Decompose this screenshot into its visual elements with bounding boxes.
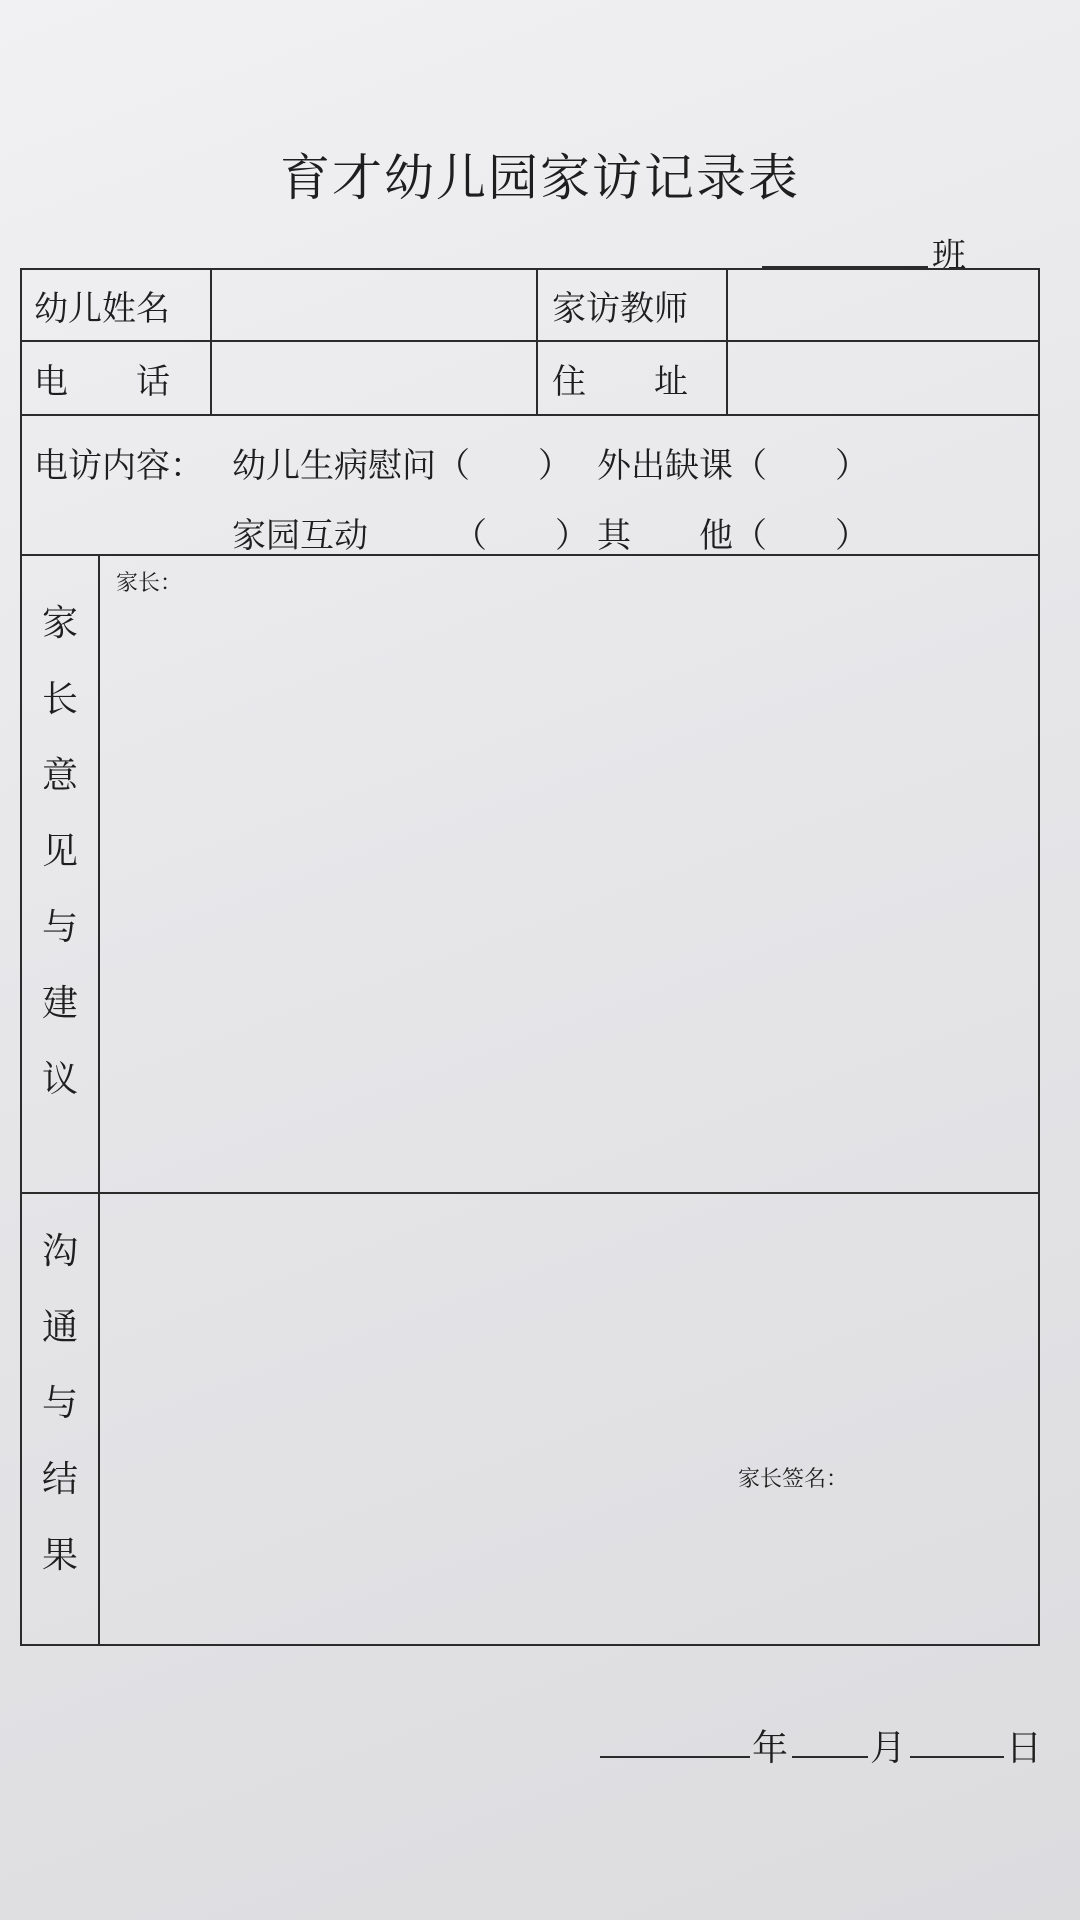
class-name-blank[interactable] (762, 228, 928, 268)
row-communication-result (22, 1194, 1038, 1644)
vlabel-char: 建 (41, 983, 78, 1024)
phone-label (22, 342, 212, 414)
teacher-label: 家访教师 (538, 270, 728, 340)
result-area[interactable] (102, 1194, 1038, 1644)
year-label: 年 (752, 1728, 789, 1769)
vlabel-char: 意 (41, 755, 78, 796)
row-phone-address (22, 342, 1038, 416)
day-blank[interactable] (910, 1720, 1004, 1758)
option-absence[interactable]: 外出缺课（ ） (597, 446, 869, 486)
phone-field[interactable] (212, 342, 538, 414)
row-child-teacher (22, 270, 1038, 342)
address-label (538, 342, 728, 414)
parent-opinion-area[interactable] (102, 596, 1038, 1142)
address-field[interactable] (728, 342, 1038, 414)
vlabel-char: 沟 (41, 1231, 78, 1272)
vlabel-char: 结 (41, 1459, 78, 1500)
vlabel-char: 长 (41, 679, 78, 720)
phone-label-text: 电 话 (34, 361, 170, 402)
vlabel-char: 见 (41, 831, 78, 872)
day-label: 日 (1006, 1728, 1043, 1769)
year-blank[interactable] (600, 1720, 750, 1758)
parent-prefix: 家长： (116, 571, 183, 596)
vlabel-char: 与 (41, 1383, 78, 1424)
visit-content-label: 电访内容： (34, 446, 204, 486)
option-sick-visit[interactable]: 幼儿生病慰问（ ） (232, 446, 572, 486)
class-suffix: 班 (932, 236, 966, 276)
option-other[interactable]: 其 他（ ） (597, 516, 869, 556)
row-visit-content (22, 416, 1038, 556)
child-name-field[interactable] (212, 270, 538, 340)
month-label: 月 (870, 1728, 907, 1769)
address-label-text: 住 址 (552, 361, 688, 402)
child-name-label: 幼儿姓名 (22, 270, 212, 340)
row-parent-opinion: 家 长 意 见 与 建 议 家长： 家长签名： (22, 556, 1038, 1194)
vlabel-char: 与 (41, 907, 78, 948)
vlabel-char: 通 (41, 1307, 78, 1348)
vlabel-char: 议 (41, 1059, 78, 1100)
vlabel-char: 果 (41, 1535, 78, 1576)
visit-record-form (20, 268, 1040, 1646)
teacher-field[interactable] (728, 270, 1038, 340)
form-title: 育才幼儿园家访记录表 (280, 149, 800, 207)
option-home-school-interaction[interactable]: 家园互动 （ ） (232, 516, 589, 556)
vlabel-char: 家 (41, 603, 78, 644)
month-blank[interactable] (792, 1720, 868, 1758)
parent-opinion-vertical-label (22, 556, 100, 1192)
result-vertical-label (22, 1194, 100, 1644)
